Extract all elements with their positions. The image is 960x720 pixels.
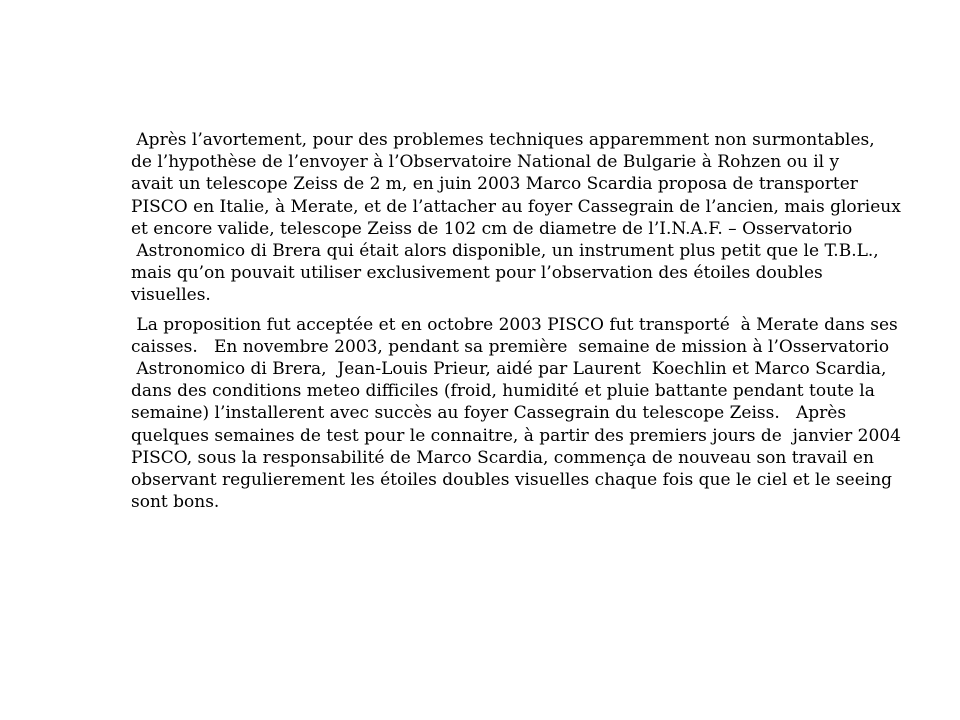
text-line: Astronomico di Brera, Jean-Louis Prieur, aidé par Laurent Koechlin et Marco Scardia, [131,359,887,380]
paragraph-2 [131,314,901,514]
text-line: PISCO en Italie, à Merate, et de l’attacher au foyer Cassegrain de l’ancien, mais glorieux [131,196,901,217]
text-line: Après l’avortement, pour des problemes techniques apparemment non surmontables, [131,130,875,150]
text-line: quelques semaines de test pour le connaitre, à partir des premiers jours de janvier 2004 [131,425,901,446]
text-line: avait un telescope Zeiss de 2 m, en juin 2003 Marco Scardia proposa de transporter [131,174,858,195]
text-block [131,129,901,520]
text-line: observant regulierement les étoiles doubles visuelles chaque fois que le ciel et le seeing [131,470,893,491]
text-line: semaine) l’installerent avec succès au foyer Cassegrain du telescope Zeiss. Après [131,403,847,424]
text-line: La proposition fut acceptée et en octobre 2003 PISCO fut transporté à Merate dans ses [131,314,898,335]
paragraph-1 [131,129,901,307]
text-line: sont bons. [131,492,220,513]
text-line: et encore valide, telescope Zeiss de 102 cm de diametre de l’I.N.A.F. – Osservatorio [131,218,853,239]
text-line: visuelles. [131,285,211,306]
text-line: dans des conditions meteo difficiles (froid, humidité et pluie battante pendant toute la [131,381,875,402]
text-line: de l’hypothèse de l’envoyer à l’Observatoire National de Bulgarie à Rohzen ou il y [131,152,840,173]
text-line: mais qu’on pouvait utiliser exclusivement pour l’observation des étoiles doubles [131,263,823,284]
text-line: Astronomico di Brera qui était alors disponible, un instrument plus petit que le T.B.L., [131,241,879,262]
text-line: caisses. En novembre 2003, pendant sa première semaine de mission à l’Osservatorio [131,336,890,357]
text-line: PISCO, sous la responsabilité de Marco Scardia, commença de nouveau son travail en [131,447,874,468]
